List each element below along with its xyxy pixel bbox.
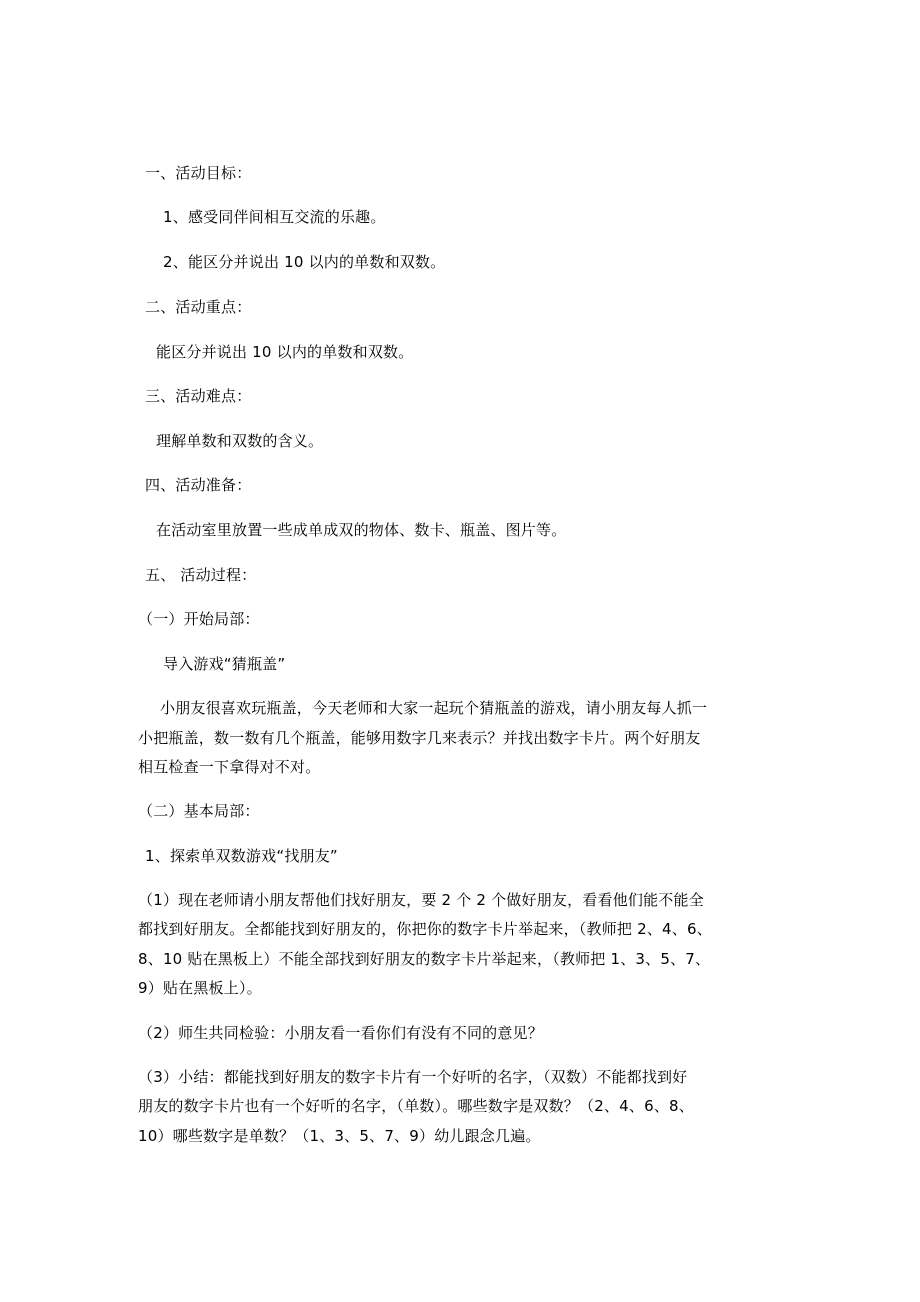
- part1-intro: 导入游戏“猜瓶盖”: [163, 655, 286, 673]
- step1-line-1: （1）现在老师请小朋友帮他们找好朋友，要 2 个 2 个做好朋友，看看他们能不能全: [138, 891, 704, 909]
- step1-line-3: 8、10 贴在黑板上）不能全部找到好朋友的数字卡片举起来，（教师把 1、3、5、7、: [138, 950, 711, 968]
- step3-line-2: 朋友的数字卡片也有一个好听的名字，（单数）。哪些数字是双数？（2、4、6、8、: [138, 1097, 694, 1115]
- difficulty-heading: 三、活动难点：: [145, 387, 252, 405]
- goal-item-2: 2、能区分并说出 10 以内的单数和双数。: [163, 253, 446, 271]
- focus-heading: 二、活动重点：: [145, 298, 252, 316]
- prep-text: 在活动室里放置一些成单成双的物体、数卡、瓶盖、图片等。: [156, 521, 567, 539]
- part1-paragraph-line-3: 相互检查一下拿得对不对。: [138, 758, 321, 776]
- part1-paragraph-line-1: 小朋友很喜欢玩瓶盖，今天老师和大家一起玩个猜瓶盖的游戏，请小朋友每人抓一: [160, 699, 708, 717]
- prep-heading: 四、活动准备：: [145, 476, 252, 494]
- focus-text: 能区分并说出 10 以内的单数和双数。: [156, 343, 414, 361]
- goal-heading: 一、活动目标：: [145, 164, 252, 182]
- part1-heading: （一）开始局部：: [138, 610, 260, 628]
- step2-line: （2）师生共同检验：小朋友看一看你们有没有不同的意见？: [138, 1024, 543, 1042]
- step1-line-4: 9）贴在黑板上）。: [138, 979, 262, 997]
- part2-heading: （二）基本局部：: [138, 802, 260, 820]
- goal-item-1: 1、感受同伴间相互交流的乐趣。: [163, 208, 386, 226]
- step3-line-3: 10）哪些数字是单数？（1、3、5、7、9）幼儿跟念几遍。: [138, 1127, 541, 1145]
- difficulty-text: 理解单数和双数的含义。: [156, 432, 324, 450]
- step3-line-1: （3）小结：都能找到好朋友的数字卡片有一个好听的名字，（双数）不能都找到好: [138, 1068, 688, 1086]
- process-heading: 五、 活动过程：: [145, 566, 257, 584]
- step1-line-2: 都找到好朋友。全都能找到好朋友的，你把你的数字卡片举起来，（教师把 2、4、6、: [138, 920, 712, 938]
- part1-paragraph-line-2: 小把瓶盖，数一数有几个瓶盖，能够用数字几来表示？并找出数字卡片。两个好朋友: [138, 729, 701, 747]
- part2-item-1: 1、探索单双数游戏“找朋友”: [145, 847, 338, 865]
